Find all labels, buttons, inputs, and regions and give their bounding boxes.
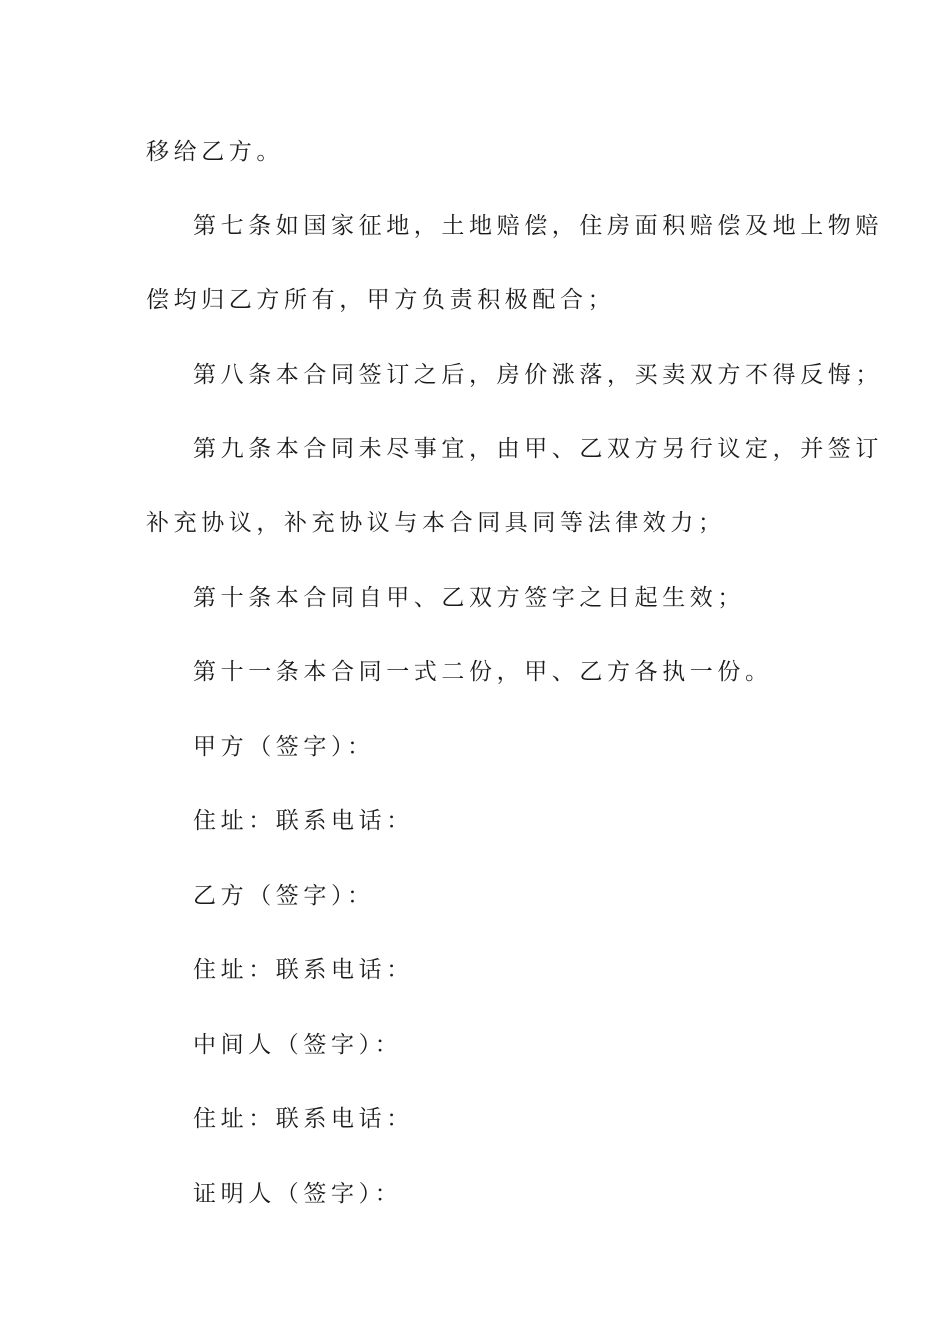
intermediary-signature: 中间人（签字）：	[193, 1032, 403, 1058]
witness-signature: 证明人（签字）：	[193, 1181, 403, 1207]
paragraph-line: 移给乙方。	[146, 139, 284, 165]
party-a-address-phone: 住址：联系电话：	[193, 808, 414, 834]
intermediary-address-phone: 住址：联系电话：	[193, 1106, 414, 1132]
party-b-address-phone: 住址：联系电话：	[193, 957, 414, 983]
article-8: 第八条本合同签订之后，房价涨落，买卖双方不得反悔；	[193, 362, 883, 388]
article-10: 第十条本合同自甲、乙双方签字之日起生效；	[193, 585, 745, 611]
article-7-line-2: 偿均归乙方所有，甲方负责积极配合；	[146, 287, 616, 313]
article-9-line-1: 第九条本合同未尽事宜，由甲、乙双方另行议定，并签订	[193, 436, 883, 462]
article-7-line-1: 第七条如国家征地，土地赔偿，住房面积赔偿及地上物赔	[193, 213, 883, 239]
article-11: 第十一条本合同一式二份，甲、乙方各执一份。	[193, 659, 773, 685]
article-9-line-2: 补充协议，补充协议与本合同具同等法律效力；	[146, 510, 726, 536]
party-b-signature: 乙方（签字）：	[193, 883, 375, 909]
party-a-signature: 甲方（签字）：	[193, 734, 375, 760]
